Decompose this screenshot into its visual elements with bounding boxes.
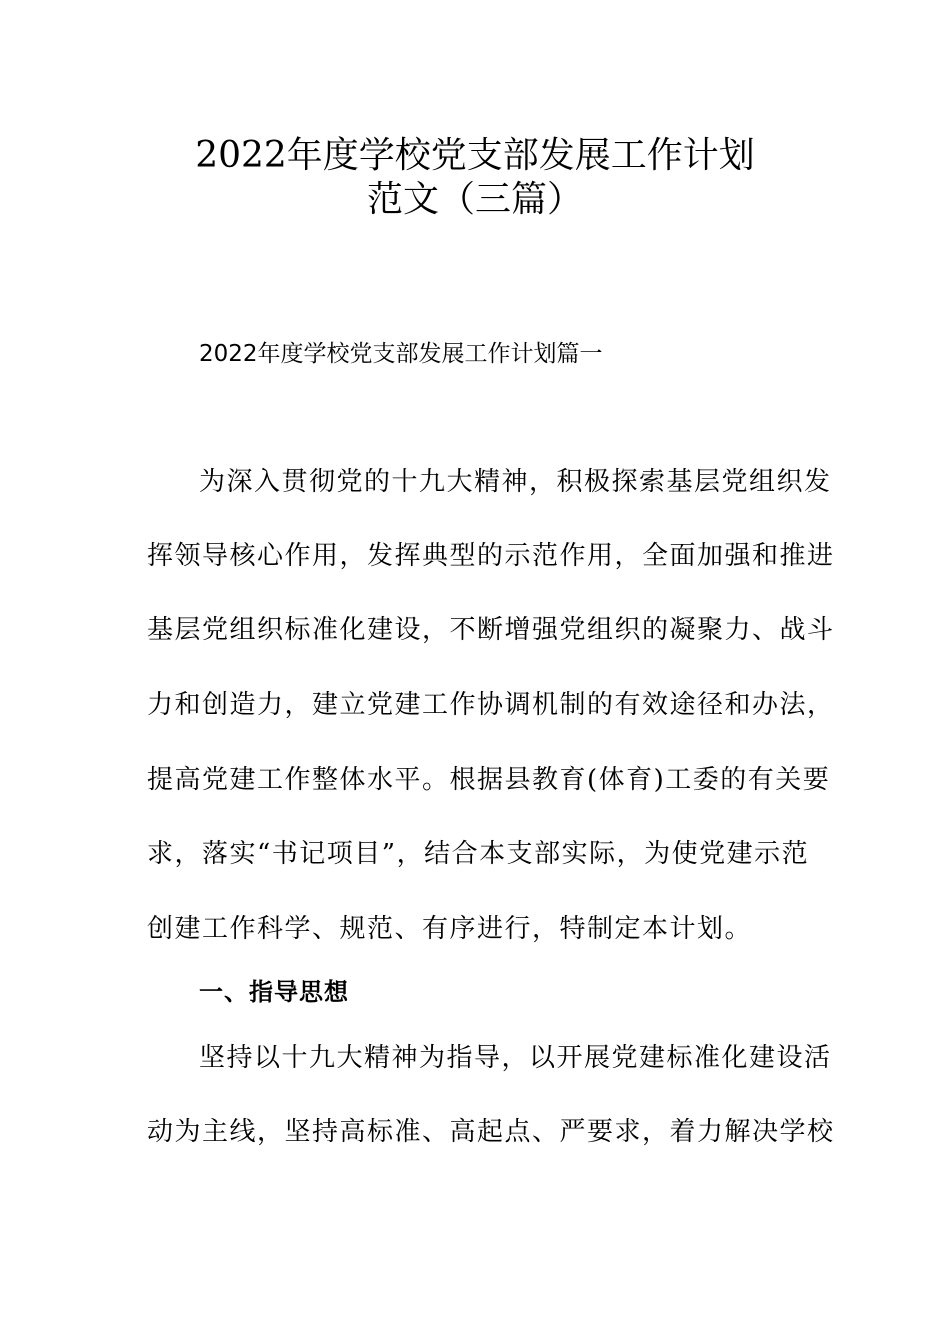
paragraph-1-line-7: 创建工作科学、规范、有序进行，特制定本计划。 [147,914,753,944]
paragraph-1-line-2: 挥领导核心作用，发挥典型的示范作用，全面加强和推进 [147,541,835,571]
document-title-line-2: 范文（三篇） [366,179,583,220]
paragraph-2-line-1: 坚持以十九大精神为指导，以开展党建标准化建设活 [199,1043,832,1073]
paragraph-1-line-3: 基层党组织标准化建设，不断增强党组织的凝聚力、战斗 [147,615,835,645]
section-1-title: 一、指导思想 [199,978,349,1006]
paragraph-1-line-6: 求，落实“书记项目”，结合本支部实际，为使党建示范 [147,839,810,869]
paragraph-1-line-5: 提高党建工作整体水平。根据县教育(体育)工委的有关要 [147,765,831,795]
paragraph-2-line-2: 动为主线，坚持高标准、高起点、严要求，着力解决学校 [147,1117,835,1147]
document-title-line-1: 2022年度学校党支部发展工作计划 [195,135,755,176]
paragraph-1-line-1: 为深入贯彻党的十九大精神，积极探索基层党组织发 [199,467,832,497]
paragraph-1-line-4: 力和创造力，建立党建工作协调机制的有效途径和办法， [147,690,835,720]
article-heading: 2022年度学校党支部发展工作计划篇一 [199,341,603,367]
